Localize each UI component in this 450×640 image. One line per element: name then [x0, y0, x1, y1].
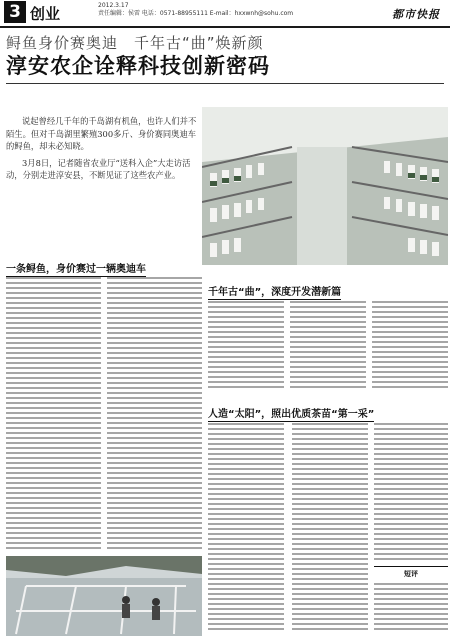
lede-paragraph: 说起曾经几千年的千岛湖有机鱼，也许人们并不陌生。但对千岛湖里繁殖300多斤、身价赛同奥迪车的鲟鱼，却未必知晓。: [6, 116, 197, 151]
editor-line: 责任编辑：侯雷 电话：0571-88955111 E-mail：hxxwnh@sohu.com: [98, 10, 294, 17]
paper-name: 都市快报: [392, 8, 440, 21]
masthead: [0, 0, 450, 28]
page-number: 3: [4, 1, 26, 23]
article-lede: [6, 115, 202, 182]
commentary-box: [374, 566, 448, 637]
section-heading-sturgeon: 一条鲟鱼，身价赛过一辆奥迪车: [6, 260, 146, 277]
date-line: 2012.3.17: [98, 2, 129, 9]
date-editor-info: [98, 2, 293, 18]
fish-farm-photo: [6, 556, 202, 636]
section-heading-seedling: 人造“太阳”，照出优质茶苗“第一采”: [208, 405, 374, 422]
commentary-heading: 短评: [404, 570, 418, 578]
seedling-article-body: [208, 423, 368, 635]
section-heading-tea: 千年古“曲”，深度开发潜新篇: [208, 283, 341, 300]
greenhouse-seedling-photo: [202, 107, 448, 265]
headline-divider: [6, 83, 444, 84]
byline: [6, 93, 76, 102]
right-column-body: [374, 423, 448, 563]
tea-article-body: [208, 301, 448, 393]
commentary-body: [374, 583, 448, 635]
article-headline: 淳安农企诠释科技创新密码: [6, 54, 270, 78]
section-name: 创业: [30, 5, 61, 23]
article-subheadline: 鲟鱼身价赛奥迪 千年古“曲”焕新颜: [6, 34, 264, 52]
lede-paragraph: 3月8日，记者随省农业厅“送科入企”大走访活动，分别走进淳安县，不断见证了这些农产业。: [6, 157, 191, 180]
sturgeon-article-body: [6, 277, 202, 553]
